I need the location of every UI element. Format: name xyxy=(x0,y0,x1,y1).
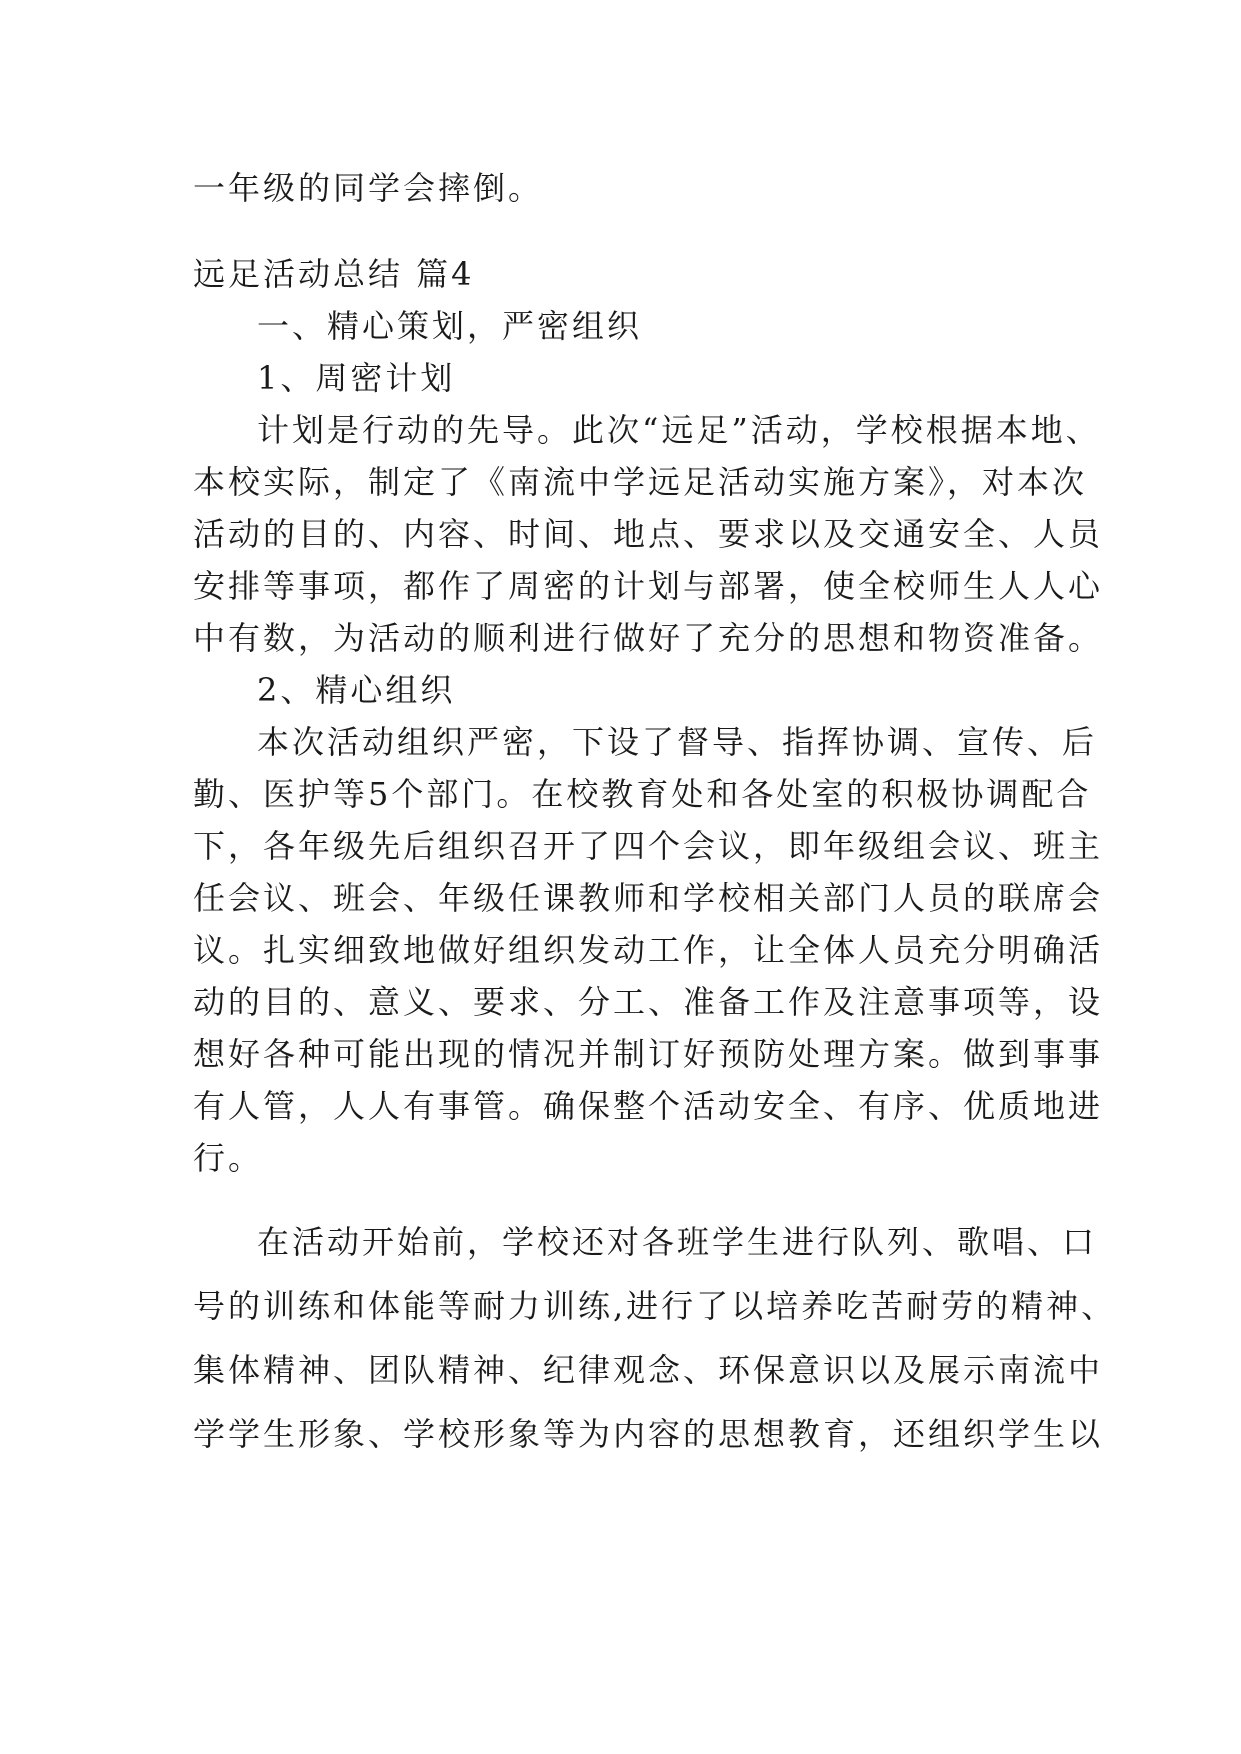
paragraph-line: 在活动开始前，学校还对各班学生进行队列、歌唱、口 xyxy=(257,1223,1098,1261)
subheading-line: 1、周密计划 xyxy=(257,359,456,397)
paragraph-line: 勤、医护等5个部门。在校教育处和各处室的积极协调配合 xyxy=(193,775,1092,813)
paragraph-line: 安排等事项，都作了周密的计划与部署，使全校师生人人心 xyxy=(193,567,1104,605)
paragraph-line: 有人管，人人有事管。确保整个活动安全、有序、优质地进 xyxy=(193,1087,1104,1125)
paragraph-line: 行。 xyxy=(193,1139,264,1177)
paragraph-line: 学学生形象、学校形象等为内容的思想教育，还组织学生以 xyxy=(193,1415,1104,1453)
paragraph-line: 集体精神、团队精神、纪律观念、环保意识以及展示南流中 xyxy=(193,1351,1104,1389)
paragraph-line: 动的目的、意义、要求、分工、准备工作及注意事项等，设 xyxy=(193,983,1104,1021)
paragraph-line: 任会议、班会、年级任课教师和学校相关部门人员的联席会 xyxy=(193,879,1104,917)
paragraph-line: 议。扎实细致地做好组织发动工作，让全体人员充分明确活 xyxy=(193,931,1104,969)
paragraph-line: 活动的目的、内容、时间、地点、要求以及交通安全、人员 xyxy=(193,515,1104,553)
heading-line: 一、精心策划，严密组织 xyxy=(257,307,643,345)
paragraph-line: 号的训练和体能等耐力训练,进行了以培养吃苦耐劳的精神、 xyxy=(193,1287,1117,1325)
subheading-line: 2、精心组织 xyxy=(257,671,456,709)
paragraph-line: 中有数，为活动的顺利进行做好了充分的思想和物资准备。 xyxy=(193,619,1104,657)
paragraph-line: 想好各种可能出现的情况并制订好预防处理方案。做到事事 xyxy=(193,1035,1104,1073)
section-title: 远足活动总结 篇4 xyxy=(193,255,475,293)
paragraph-line: 计划是行动的先导。此次“远足”活动，学校根据本地、 xyxy=(257,411,1101,449)
paragraph-line: 本次活动组织严密，下设了督导、指挥协调、宣传、后 xyxy=(257,723,1098,761)
paragraph-line: 本校实际，制定了《南流中学远足活动实施方案》，对本次 xyxy=(193,463,1088,501)
paragraph-line: 下，各年级先后组织召开了四个会议，即年级组会议、班主 xyxy=(193,827,1104,865)
paragraph-line: 一年级的同学会摔倒。 xyxy=(193,169,544,207)
